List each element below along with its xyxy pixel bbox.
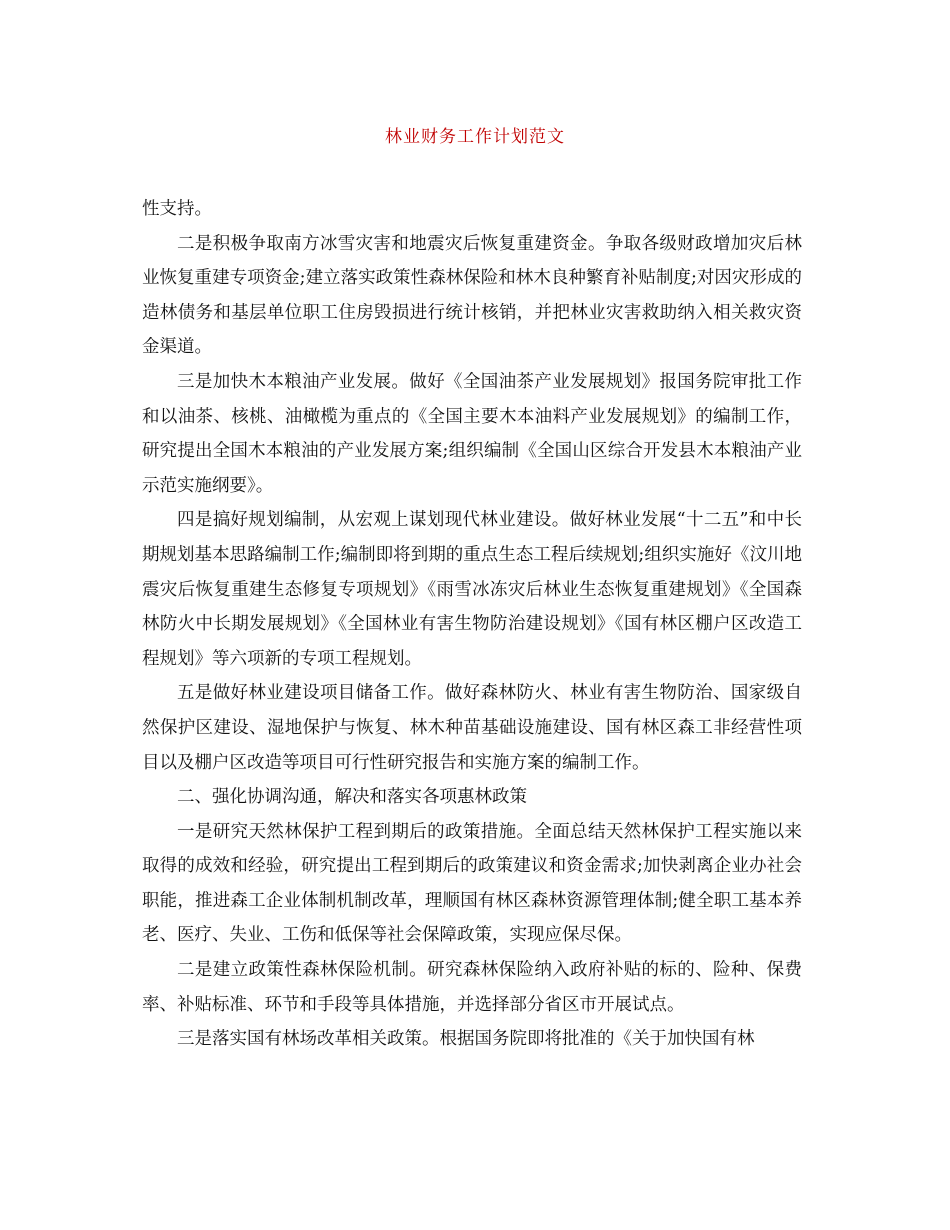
document-title: 林业财务工作计划范文 [385, 127, 565, 147]
paragraph: 性支持。 [142, 199, 212, 219]
paragraph: 二是建立政策性森林保险机制。研究森林保险纳入政府补贴的标的、险种、保费率、补贴标准、环节和手段等具体措施，并选择部分省区市开展试点。 [142, 960, 802, 1015]
paragraph: 二是积极争取南方冰雪灾害和地震灾后恢复重建资金。争取各级财政增加灾后林业恢复重建专项资金;建立落实政策性森林保险和林木良种繁育补贴制度;对因灾形成的造林债务和基层单位职工住房毁损进行统计核销，并把林业灾害救助纳入相关救灾资金渠道。 [142, 233, 802, 358]
paragraph: 五是做好林业建设项目储备工作。做好森林防火、林业有害生物防治、国家级自然保护区建设、湿地保护与恢复、林木种苗基础设施建设、国有林区森工非经营性项目以及棚户区改造等项目可行性研究报告和实施方案的编制工作。 [142, 683, 802, 773]
section-heading: 二、强化协调沟通，解决和落实各项惠林政策 [177, 787, 527, 808]
paragraph: 四是搞好规划编制，从宏观上谋划现代林业建设。做好林业发展“十二五”和中长期规划基本思路编制工作;编制即将到期的重点生态工程后续规划;组织实施好《汶川地震灾后恢复重建生态修复专项规划》《雨雪冰冻灾后林业生态恢复重建规划》《全国森林防火中长期发展规划》《全国林业有害生物防治建设规划》《国有林区棚户区改造工程规划》等六项新的专项工程规划。 [142, 510, 802, 669]
paragraph: 三是加快木本粮油产业发展。做好《全国油茶产业发展规划》报国务院审批工作和以油茶、核桃、油橄榄为重点的《全国主要木本油料产业发展规划》的编制工作，研究提出全国木本粮油的产业发展方案;组织编制《全国山区综合开发县木本粮油产业示范实施纲要》。 [142, 371, 802, 496]
paragraph: 一是研究天然林保护工程到期后的政策措施。全面总结天然林保护工程实施以来取得的成效和经验，研究提出工程到期后的政策建议和资金需求;加快剥离企业办社会职能，推进森工企业体制机制改革，理顺国有林区森林资源管理体制;健全职工基本养老、医疗、失业、工伤和低保等社会保障政策，实现应保尽保。 [142, 821, 802, 946]
paragraph: 三是落实国有林场改革相关政策。根据国务院即将批准的《关于加快国有林 [177, 1029, 755, 1050]
document-body [142, 192, 802, 1057]
